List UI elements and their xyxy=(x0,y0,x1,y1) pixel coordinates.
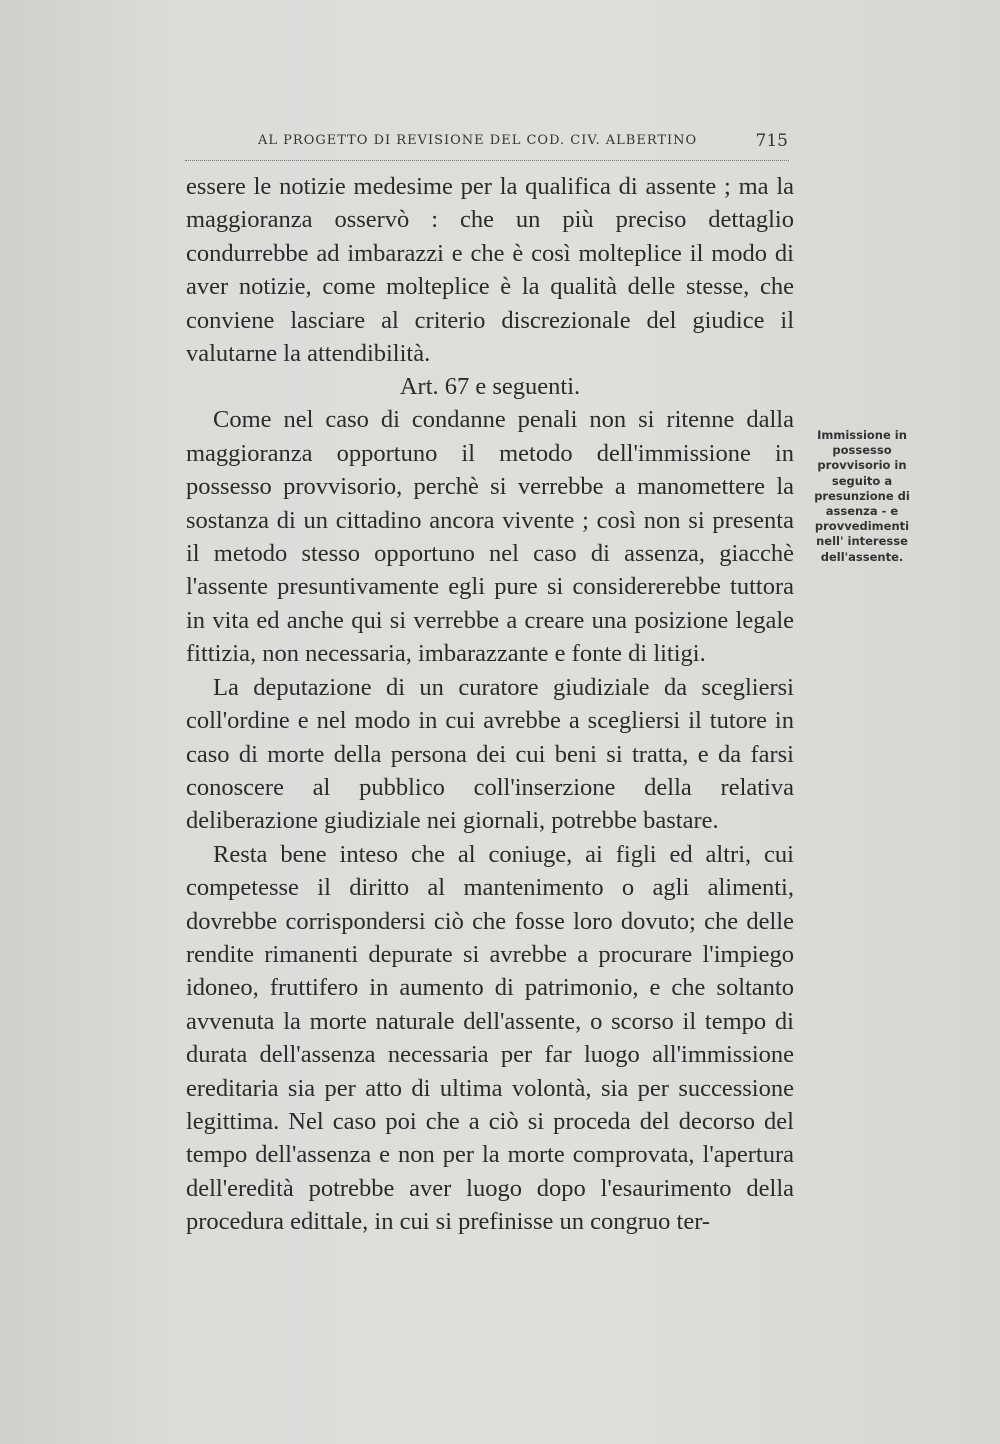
paragraph-3: La deputazione di un curatore giudiziale da scegliersi coll'ordine e nel modo in cui avrebbe a scegliersi il tutore in caso di morte della persona dei cui beni si tratta, e da farsi conoscere al pubblico coll'inserzione della relativa deliberazione giudiziale nei giornali, potrebbe bastare. xyxy=(186,673,794,835)
page-number: 715 xyxy=(755,131,788,151)
paragraph-2: Come nel caso di condanne penali non si ritenne dalla maggioranza opportuno il metodo dell'immissione in possesso provvisorio, perchè si verrebbe a manomettere la sostanza di un cittadino ancora vivente ; così non si presenta il metodo stesso opportuno nel caso di assenza, giacchè l'assente presuntivamente egli pure si considererebbe tuttora in vita ed anche qui si verrebbe a creare una posizione legale fittizia, non necessaria, imbarazzante e fonte di litigi. xyxy=(186,406,794,668)
main-text xyxy=(186,170,794,1239)
paragraph-1: essere le notizie medesime per la qualifica di assente ; ma la maggioranza osservò : che un più preciso dettaglio condurrebbe ad imbarazzi e che è così molteplice il modo di aver notizie, come molteplice è la qualità delle stesse, che conviene lasciare al criterio discrezionale del giudice il valutarne la attendibilità. xyxy=(186,173,794,368)
margin-note: Immissione in possesso provvisorio in seguito a presunzione di assenza - e provvedimenti nell' interesse dell'assente. xyxy=(814,428,910,564)
header-rule xyxy=(185,160,789,161)
running-head-title: AL PROGETTO DI REVISIONE DEL COD. CIV. ALBERTINO xyxy=(258,133,698,148)
paragraph-4: Resta bene inteso che al coniuge, ai figli ed altri, cui competesse il diritto al mantenimento o agli alimenti, dovrebbe corrispondersi ciò che fosse loro dovuto; che delle rendite rimanenti depurate si avrebbe a procurare l'impiego idoneo, fruttifero in aumento di patrimonio, e che soltanto avvenuta la morte naturale dell'assente, o scorso il tempo di durata dell'assenza necessaria per far luogo all'immissione ereditaria sia per atto di ultima volontà, sia per successione legittima. Nel caso poi che a ciò si proceda del decorso del tempo dell'assenza e non per la morte comprovata, l'apertura dell'eredità potrebbe aver luogo dopo l'esaurimento della procedura edittale, in cui si prefinisse un congruo ter- xyxy=(186,840,794,1236)
section-heading: Art. 67 e seguenti. xyxy=(399,373,581,401)
